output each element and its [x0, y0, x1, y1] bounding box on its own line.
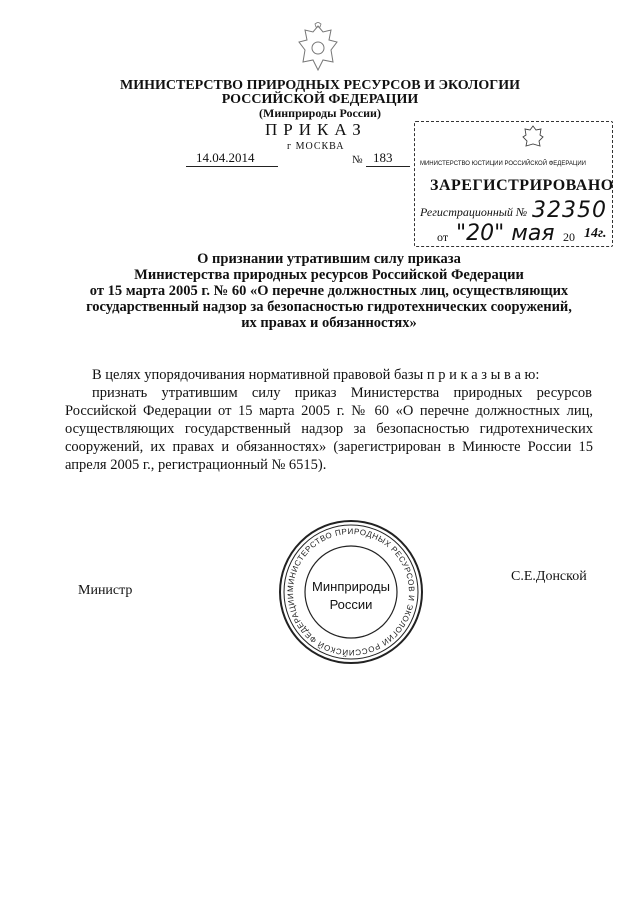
- stamp-status: ЗАРЕГИСТРИРОВАНО: [430, 177, 614, 194]
- paragraph-line: сооружений, их правах и обязанностях» (зарегистрирован в Минюсте России 15: [65, 439, 593, 455]
- number-underline: [366, 166, 410, 167]
- order-number: 183: [373, 150, 393, 165]
- paragraph-line: Российской Федерации от 15 марта 2005 г. № 60 «О перечне должностных лиц,: [65, 403, 593, 419]
- stamp-reg-label: Регистрационный №: [420, 205, 528, 219]
- title-line: их правах и обязанностях»: [241, 315, 417, 331]
- title-line: Министерства природных ресурсов Российской Федерации: [134, 267, 524, 283]
- order-date: 14.04.2014: [196, 150, 255, 165]
- stamp-date-prefix: от: [437, 230, 449, 244]
- city: г МОСКВА: [287, 141, 345, 152]
- paragraph-first-line: признать утратившим силу приказ Министерства природных ресурсов: [92, 385, 592, 401]
- stamp-year-prefix: 20: [563, 230, 575, 244]
- paragraph-line: осуществляющих государственный надзор за безопасностью гидротехнических: [65, 421, 593, 437]
- title-line: от 15 марта 2005 г. № 60 «О перечне должностных лиц, осуществляющих: [89, 283, 569, 299]
- stamp-reg-number: 32350: [532, 198, 607, 223]
- title-line: государственный надзор за безопасностью гидротехнических сооружений,: [86, 299, 572, 315]
- number-sign: №: [352, 154, 363, 166]
- coat-of-arms-icon: [295, 22, 341, 74]
- ministry-name-line1: МИНИСТЕРСТВО ПРИРОДНЫХ РЕСУРСОВ И ЭКОЛОГИИ: [120, 78, 520, 93]
- stamp-agency: МИНИСТЕРСТВО ЮСТИЦИИ РОССИЙСКОЙ ФЕДЕРАЦИИ: [420, 161, 586, 167]
- date-underline: [186, 166, 278, 167]
- seal-center-line1: Минприроды: [312, 579, 390, 594]
- official-seal: [278, 519, 424, 665]
- signer-position: Министр: [78, 583, 133, 598]
- ministry-name-line2: РОССИЙСКОЙ ФЕДЕРАЦИИ: [221, 92, 419, 107]
- paragraph-line: апреля 2005 г., регистрационный № 6515).: [65, 457, 327, 473]
- stamp-date: "20" мая: [456, 221, 555, 246]
- ministry-short-name: (Минприроды России): [259, 106, 381, 120]
- seal-ring-text: МИНИСТЕРСТВО ПРИРОДНЫХ РЕСУРСОВ И ЭКОЛОГИИ РОССИЙСКОЙ ФЕДЕРАЦИИ: [285, 526, 417, 658]
- seal-center-line2: России: [329, 597, 373, 612]
- signer-name: С.Е.Донской: [511, 569, 587, 584]
- preamble: В целях упорядочивания нормативной правовой базы п р и к а з ы в а ю:: [92, 367, 540, 383]
- document-type: ПРИКАЗ: [265, 120, 367, 139]
- paragraph-body: [65, 402, 593, 474]
- title-line: О признании утратившим силу приказа: [197, 251, 461, 267]
- stamp-emblem-icon: [522, 124, 544, 148]
- stamp-year-suffix: 14г.: [584, 226, 607, 241]
